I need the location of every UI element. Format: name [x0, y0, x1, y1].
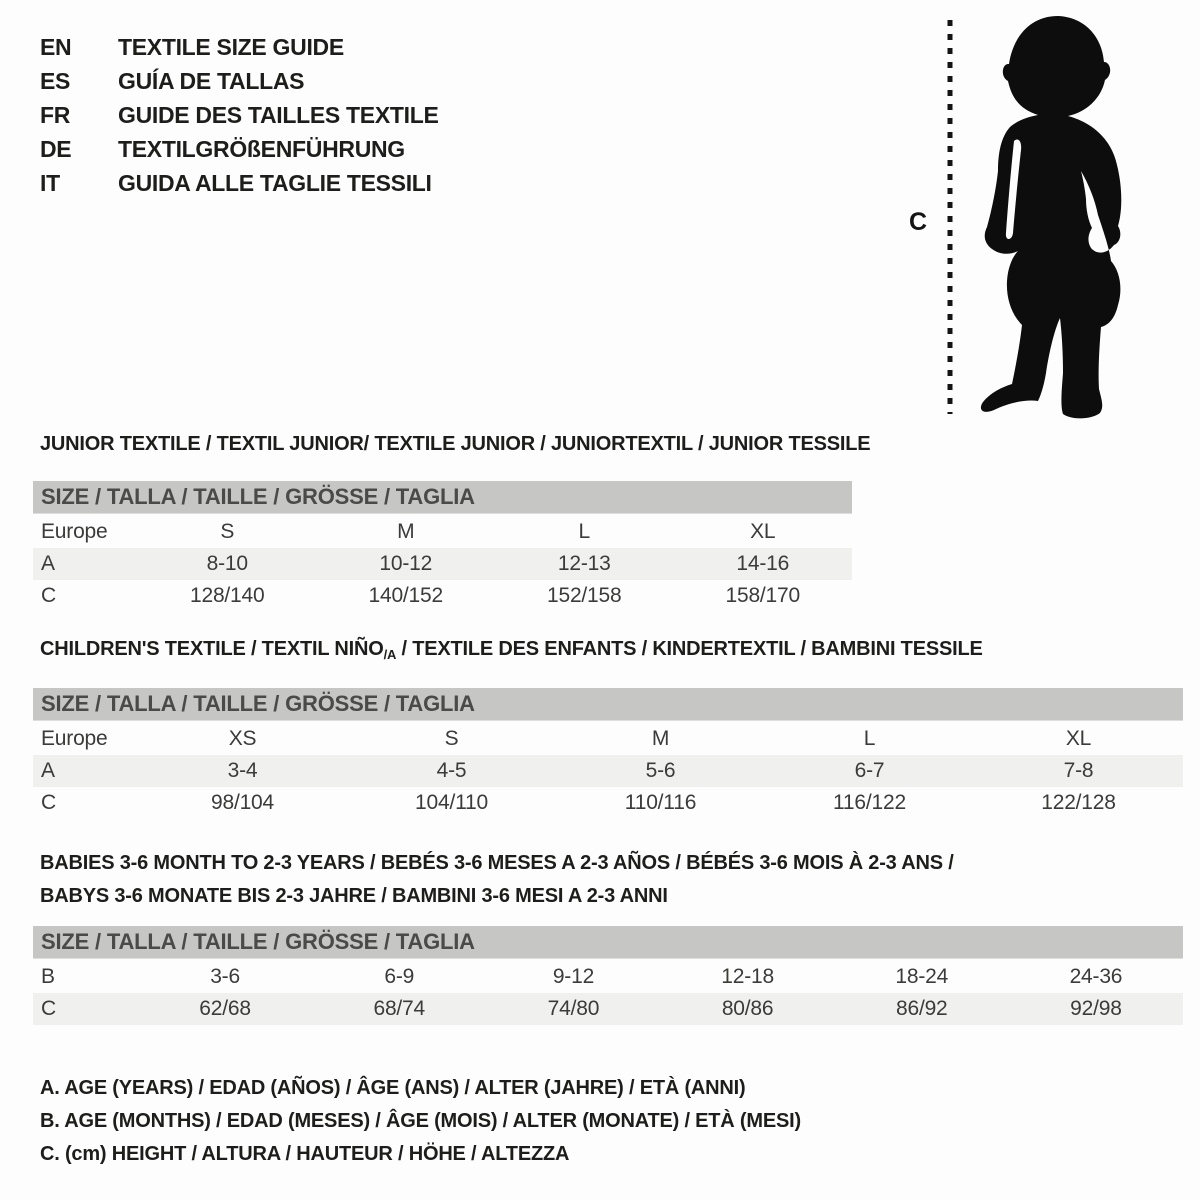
language-title: GUÍA DE TALLAS [118, 67, 305, 94]
size-table [33, 926, 1183, 1025]
section-title-text: / TEXTILE DES ENFANTS / KINDERTEXTIL / BAMBINI TESSILE [396, 638, 983, 660]
table-row [33, 580, 852, 612]
language-row [40, 166, 439, 200]
table-row [33, 993, 1183, 1025]
language-list [40, 30, 439, 200]
baby-figure [895, 8, 1200, 423]
table-cell: 104/110 [415, 791, 488, 814]
language-row [40, 64, 439, 98]
table-cell: 14-16 [736, 552, 790, 575]
table-cell: 152/158 [546, 584, 622, 607]
legend [40, 1072, 801, 1171]
section-title-line: JUNIOR TEXTILE / TEXTIL JUNIOR/ TEXTILE JUNIOR / JUNIORTEXTIL / JUNIOR TESSILE [40, 433, 871, 455]
height-measure-label: C [909, 208, 928, 236]
table-cell: 6-9 [384, 965, 415, 988]
table-cell: L [863, 727, 876, 750]
section-title [40, 633, 983, 671]
table-cell: 10-12 [379, 552, 433, 575]
language-row [40, 98, 439, 132]
table-row [33, 723, 1183, 755]
table-cell: 3-6 [210, 965, 240, 988]
size-header-bar: SIZE / TALLA / TAILLE / GRÖSSE / TAGLIA [33, 688, 1183, 720]
table-cell: 116/122 [833, 791, 906, 814]
table-cell: 68/74 [373, 997, 426, 1020]
row-label: Europe [41, 727, 108, 750]
table-cell: 8-10 [206, 552, 248, 575]
table-row [33, 548, 852, 580]
table-cell: XS [228, 727, 257, 750]
table-row [33, 787, 1183, 819]
table-cell: XL [1065, 727, 1092, 750]
section-title-line: BABYS 3-6 MONATE BIS 2-3 JAHRE / BAMBINI 3-6 MESI A 2-3 ANNI [40, 885, 668, 907]
toddler-silhouette [981, 16, 1121, 418]
table-cell: 3-4 [227, 759, 258, 782]
table-cell: 128/140 [189, 584, 265, 607]
table-cell: M [397, 520, 415, 543]
row-label: Europe [41, 520, 108, 543]
table-cell: L [578, 520, 590, 543]
legend-line: B. AGE (MONTHS) / EDAD (MESES) / ÂGE (MOIS) / ALTER (MONATE) / ETÀ (MESI) [40, 1110, 801, 1132]
table-cell: 158/170 [725, 584, 800, 607]
size-table-rows [33, 516, 852, 612]
table-row [33, 516, 852, 548]
table-cell: 9-12 [552, 965, 595, 988]
table-cell: 92/98 [1070, 997, 1122, 1020]
row-label: B [41, 965, 55, 988]
language-row [40, 132, 439, 166]
table-cell: 140/152 [368, 584, 443, 607]
table-cell: 12-13 [557, 552, 611, 575]
row-label: A [41, 759, 55, 782]
language-code: FR [40, 101, 71, 128]
table-cell: 4-5 [436, 759, 467, 782]
table-cell: 7-8 [1063, 759, 1094, 782]
table-cell: 110/116 [624, 791, 697, 814]
table-cell: 24-36 [1069, 965, 1123, 988]
language-code: IT [40, 169, 60, 196]
table-cell: 12-18 [721, 965, 774, 988]
section-title-line: BABIES 3-6 MONTH TO 2-3 YEARS / BEBÉS 3-6 MESES A 2-3 AÑOS / BÉBÉS 3-6 MOIS À 2-3 ANS / [40, 852, 954, 874]
table-cell: 18-24 [895, 965, 949, 988]
table-cell: S [220, 520, 235, 543]
table-cell: 5-6 [645, 759, 676, 782]
table-cell: 62/68 [199, 997, 251, 1020]
size-table-rows [33, 961, 1183, 1025]
section-title [40, 428, 870, 461]
row-label: A [41, 552, 55, 575]
size-table-rows [33, 723, 1183, 819]
legend-line: A. AGE (YEARS) / EDAD (AÑOS) / ÂGE (ANS) / ALTER (JAHRE) / ETÀ (ANNI) [40, 1077, 746, 1099]
table-cell: 6-7 [854, 759, 885, 782]
language-code: EN [40, 33, 72, 60]
table-row [33, 961, 1183, 993]
language-row [40, 30, 439, 64]
table-cell: 122/128 [1041, 791, 1116, 814]
size-table [33, 688, 1183, 819]
table-cell: XL [750, 520, 776, 543]
table-cell: 80/86 [721, 997, 774, 1020]
row-label: C [41, 791, 56, 814]
size-table [33, 481, 852, 612]
language-title: GUIDE DES TAILLES TEXTILE [118, 101, 439, 128]
row-label: C [41, 584, 56, 607]
size-header-bar: SIZE / TALLA / TAILLE / GRÖSSE / TAGLIA [33, 481, 852, 513]
table-cell: 86/92 [895, 997, 948, 1020]
language-title: TEXTILGRÖßENFÜHRUNG [118, 135, 405, 162]
section-title-subscript: /A [383, 647, 397, 662]
language-title: GUIDA ALLE TAGLIE TESSILI [118, 169, 432, 196]
language-code: DE [40, 135, 72, 162]
size-header-bar: SIZE / TALLA / TAILLE / GRÖSSE / TAGLIA [33, 926, 1183, 958]
section-title-text: CHILDREN'S TEXTILE / TEXTIL NIÑO [40, 638, 384, 660]
row-label: C [41, 997, 56, 1020]
table-cell: S [444, 727, 459, 750]
table-cell: M [651, 727, 670, 750]
legend-line: C. (cm) HEIGHT / ALTURA / HAUTEUR / HÖHE / ALTEZZA [40, 1143, 570, 1165]
language-title: TEXTILE SIZE GUIDE [118, 33, 344, 60]
baby-figure-graphic [895, 8, 1200, 423]
table-row [33, 755, 1183, 787]
table-cell: 98/104 [210, 791, 275, 814]
table-cell: 74/80 [547, 997, 600, 1020]
section-title [40, 847, 954, 913]
language-code: ES [40, 67, 71, 94]
